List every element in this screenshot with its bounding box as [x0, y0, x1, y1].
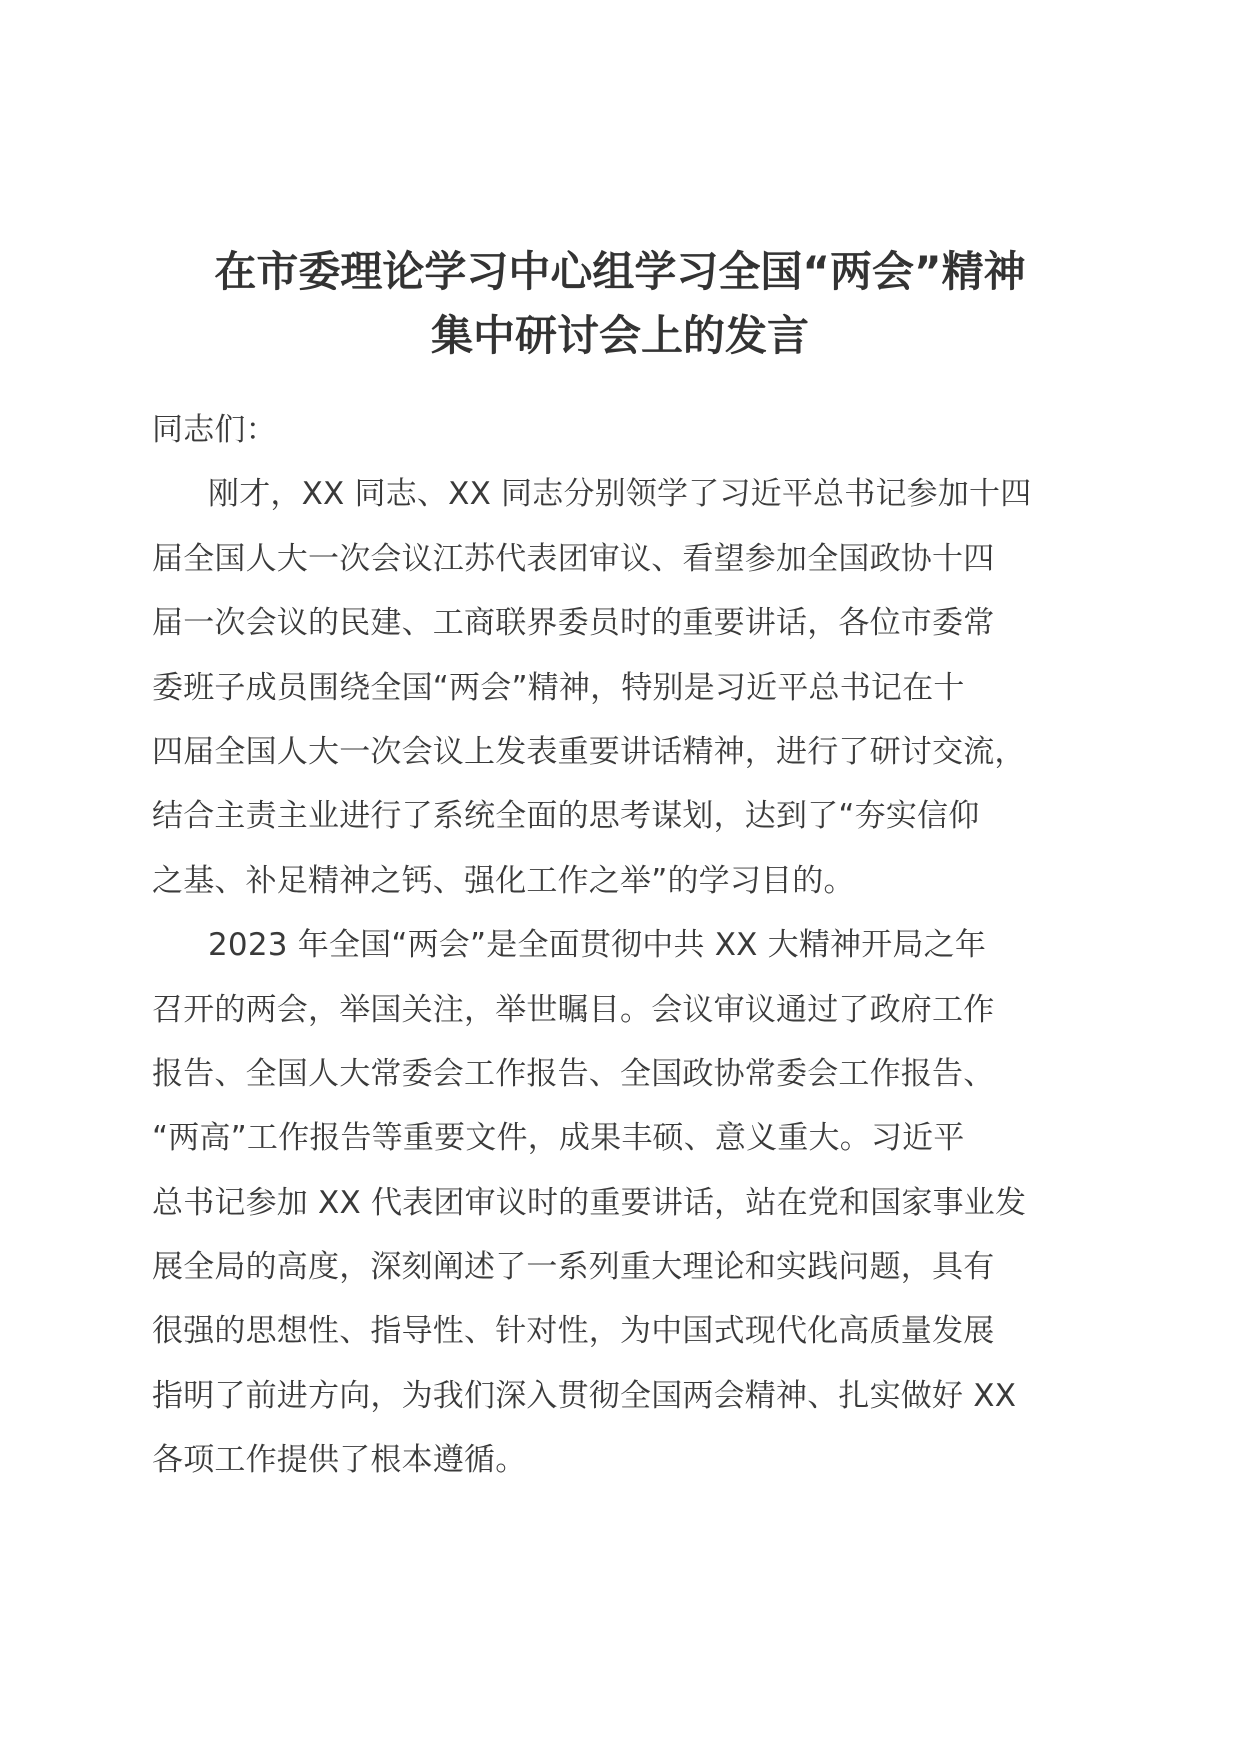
paragraph-line: 四届全国人大一次会议上发表重要讲话精神，进行了研讨交流，	[152, 733, 1026, 770]
paragraph-line: 委班子成员围绕全国“两会”精神，特别是习近平总书记在十	[152, 669, 965, 706]
paragraph-line: 各项工作提供了根本遵循。	[152, 1442, 527, 1479]
paragraph-line: 报告、全国人大常委会工作报告、全国政协常委会工作报告、	[152, 1055, 995, 1092]
paragraph-line: 展全局的高度，深刻阐述了一系列重大理论和实践问题，具有	[152, 1249, 995, 1286]
paragraph-line: 届一次会议的民建、工商联界委员时的重要讲话，各位市委常	[152, 605, 995, 642]
title-line-2: 集中研讨会上的发言	[430, 311, 809, 360]
paragraph-line: 之基、补足精神之钙、强化工作之举”的学习目的。	[152, 862, 855, 899]
paragraph-2	[152, 913, 1092, 1493]
document-title	[150, 240, 1090, 368]
paragraph-line: 刚才，XX 同志、XX 同志分别领学了习近平总书记参加十四	[208, 476, 1032, 513]
document-body	[152, 398, 1092, 1493]
paragraph-line: 2023 年全国“两会”是全面贯彻中共 XX 大精神开局之年	[208, 927, 987, 964]
paragraph-line: 结合主责主业进行了系统全面的思考谋划，达到了“夯实信仰	[152, 798, 980, 835]
paragraph-line: 很强的思想性、指导性、针对性，为中国式现代化高质量发展	[152, 1313, 995, 1350]
paragraph-1	[152, 462, 1092, 913]
paragraph-line: 召开的两会，举国关注，举世瞩目。会议审议通过了政府工作	[152, 991, 995, 1028]
paragraph-line: 届全国人大一次会议江苏代表团审议、看望参加全国政协十四	[152, 540, 995, 577]
paragraph-line: 总书记参加 XX 代表团审议时的重要讲话，站在党和国家事业发	[152, 1184, 1027, 1221]
paragraph-line: “两高”工作报告等重要文件，成果丰硕、意义重大。习近平	[152, 1120, 965, 1157]
paragraph-line: 指明了前进方向，为我们深入贯彻全国两会精神、扎实做好 XX	[152, 1377, 1017, 1414]
title-line-1: 在市委理论学习中心组学习全国“两会”精神	[214, 247, 1026, 296]
salutation: 同志们：	[152, 412, 277, 448]
